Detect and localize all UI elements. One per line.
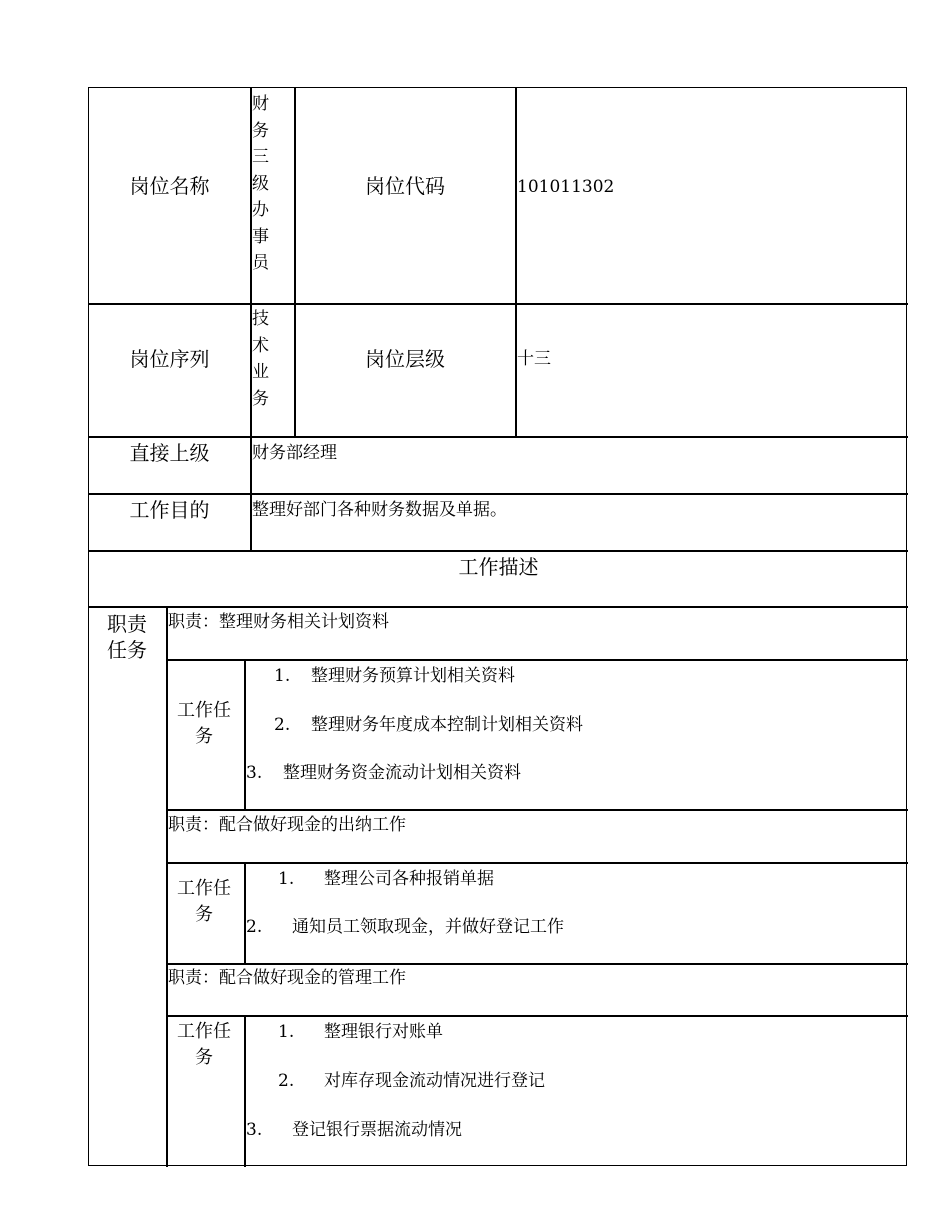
task-item — [278, 1070, 545, 1092]
position-code-value: 101011302 — [517, 177, 615, 197]
supervisor-value: 财务部经理 — [252, 443, 337, 463]
task-text: 整理财务预算计划相关资料 — [311, 666, 515, 686]
purpose-value: 整理好部门各种财务数据及单据。 — [252, 500, 507, 520]
responsibility-title: 职责：整理财务相关计划资料 — [168, 612, 389, 632]
task-item — [274, 714, 583, 736]
task-number: 2. — [278, 1071, 295, 1091]
col-divider — [515, 88, 517, 436]
row-divider — [166, 1015, 908, 1017]
row-divider — [166, 963, 908, 965]
col-divider — [294, 88, 296, 436]
position-level-value: 十三 — [517, 349, 551, 369]
task-text: 整理银行对账单 — [324, 1022, 443, 1042]
task-number: 2. — [274, 715, 291, 735]
col-divider — [166, 606, 168, 1167]
task-label: 工作任务 — [177, 878, 231, 926]
supervisor-label: 直接上级 — [129, 441, 210, 465]
task-item — [274, 665, 515, 687]
task-text: 整理公司各种报销单据 — [324, 869, 494, 889]
task-number: 1. — [274, 666, 291, 686]
responsibility-title: 职责：配合做好现金的管理工作 — [168, 968, 406, 988]
duties-label: 职责任务 — [107, 612, 147, 662]
col-divider — [244, 862, 246, 963]
task-text: 整理财务资金流动计划相关资料 — [283, 763, 521, 783]
purpose-label: 工作目的 — [129, 498, 210, 522]
task-number: 3. — [246, 763, 263, 783]
task-number: 1. — [278, 1022, 295, 1042]
row-divider — [89, 550, 908, 552]
row-divider — [89, 493, 908, 495]
task-text: 整理财务年度成本控制计划相关资料 — [311, 715, 583, 735]
position-series-value: 技术业务 — [252, 309, 269, 409]
position-code-label: 岗位代码 — [365, 174, 445, 198]
row-divider — [89, 606, 908, 608]
task-label: 工作任务 — [177, 700, 231, 748]
task-text: 对库存现金流动情况进行登记 — [324, 1071, 545, 1091]
task-item — [278, 1021, 443, 1043]
task-item — [246, 1119, 462, 1141]
position-name-value: 财务三级办事员 — [252, 94, 269, 273]
row-divider — [166, 809, 908, 811]
row-divider — [89, 303, 908, 305]
task-item — [246, 762, 521, 784]
task-text: 通知员工领取现金，并做好登记工作 — [292, 917, 564, 937]
row-divider — [166, 659, 908, 661]
task-number: 1. — [278, 869, 295, 889]
position-series-label: 岗位序列 — [129, 347, 210, 371]
row-divider — [89, 436, 908, 438]
col-divider — [244, 1015, 246, 1167]
task-text: 登记银行票据流动情况 — [292, 1120, 462, 1140]
job-description-table — [88, 87, 907, 1166]
responsibility-title: 职责：配合做好现金的出纳工作 — [168, 815, 406, 835]
task-number: 2. — [246, 917, 263, 937]
position-name-label: 岗位名称 — [129, 174, 210, 198]
work-description-title: 工作描述 — [458, 555, 539, 579]
task-label: 工作任务 — [177, 1021, 231, 1069]
task-item — [278, 868, 494, 890]
task-number: 3. — [246, 1120, 263, 1140]
position-level-label: 岗位层级 — [365, 347, 445, 371]
row-divider — [166, 862, 908, 864]
col-divider — [244, 659, 246, 809]
task-item — [246, 916, 564, 938]
